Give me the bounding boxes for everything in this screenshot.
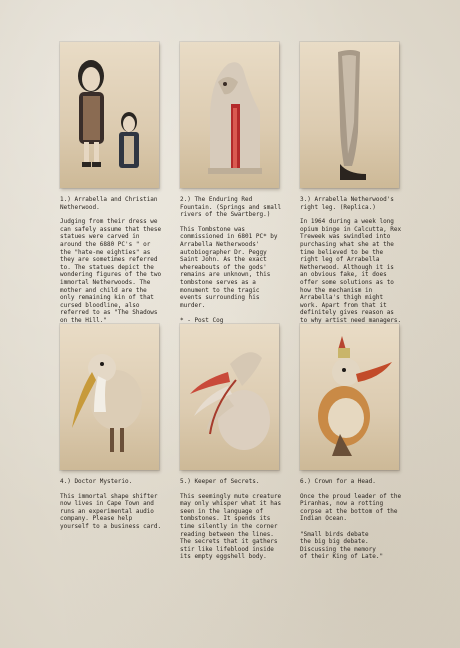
catalogue-item-4	[60, 324, 172, 531]
item-2-description: This Tombstone was commissioned in 6801 PC* by Arrabella Netherwoods' autobiographer Dr. Peggy Saint John. As the exact whereabouts of the gods' remains are unknown, this tombstone serves as a monument to the tragic events surrounding his murder. * - Post Cog	[180, 225, 278, 324]
bird-figure-illustration	[60, 324, 159, 470]
catalogue-item-6	[300, 324, 412, 561]
item-1-title: 1.) Arrabella and Christian Netherwood.	[60, 196, 158, 211]
creature-illustration	[180, 324, 279, 470]
item-4-description: This immortal shape shifter now lives in Cape Town and runs an experimental audio company. Please help yourself to a business card.	[60, 492, 162, 530]
item-6-description: Once the proud leader of the Piranhas, now a rotting corpse at the bottom of the Indian Ocean. "Small birds debate the big big debate. Discussing the memory of their King of Late."	[300, 492, 402, 561]
catalogue-item-1	[60, 42, 172, 325]
item-3-title: 3.) Arrabella Netherwood's right leg. (Replica.)	[300, 196, 394, 211]
photo-crown-for-a-head	[300, 324, 399, 470]
photo-arrabella-right-leg	[300, 42, 399, 188]
photo-enduring-red-fountain	[180, 42, 279, 188]
item-5-title: 5.) Keeper of Secrets.	[180, 478, 260, 485]
item-4-title: 4.) Doctor Mysterio.	[60, 478, 133, 485]
item-3-description: In 1964 during a week long opium binge in Calcutta, Rex Treweek was swindled into purchasing what she at the time believed to be the right leg of Arrabella Netherwood. Although it is an obvious fake, it does offer some solutions as to how the mechanism in Arrabella's thigh might work. Apart from that it definitely gives reason as to why artist need managers.	[300, 218, 402, 324]
catalogue-item-5	[180, 324, 292, 561]
catalogue-item-2	[180, 42, 292, 325]
photo-arrabella-and-christian	[60, 42, 159, 188]
item-5-description: This seemingly mute creature may only whisper what it has seen in the language of tombstones. It spends its time silently in the corner reading between the lines. The secrets that it gathers stir like lifeblood inside its empty eggshell body.	[180, 492, 282, 561]
photo-doctor-mysterio	[60, 324, 159, 470]
item-2-title: 2.) The Enduring Red Fountain. (Springs and small rivers of the Swartberg.)	[180, 196, 282, 219]
item-6-title: 6.) Crown for a Head.	[300, 478, 376, 485]
catalogue-item-3	[300, 42, 412, 325]
statue-figures-illustration	[60, 42, 159, 188]
item-1-description: Judging from their dress we can safely assume that these statues were carved in around the 6880 PC's " or the "hate-me eighties" as they are sometimes referred to. The statues depict the wondering figures of the two immortal Netherwoods. The mother and child are the only remaining kin of that cursed bloodline, also referred to as "The Shadows on the Hill."	[60, 218, 162, 324]
tombstone-illustration	[180, 42, 279, 188]
photo-keeper-of-secrets	[180, 324, 279, 470]
crowned-bird-illustration	[300, 324, 399, 470]
leg-replica-illustration	[300, 42, 399, 188]
